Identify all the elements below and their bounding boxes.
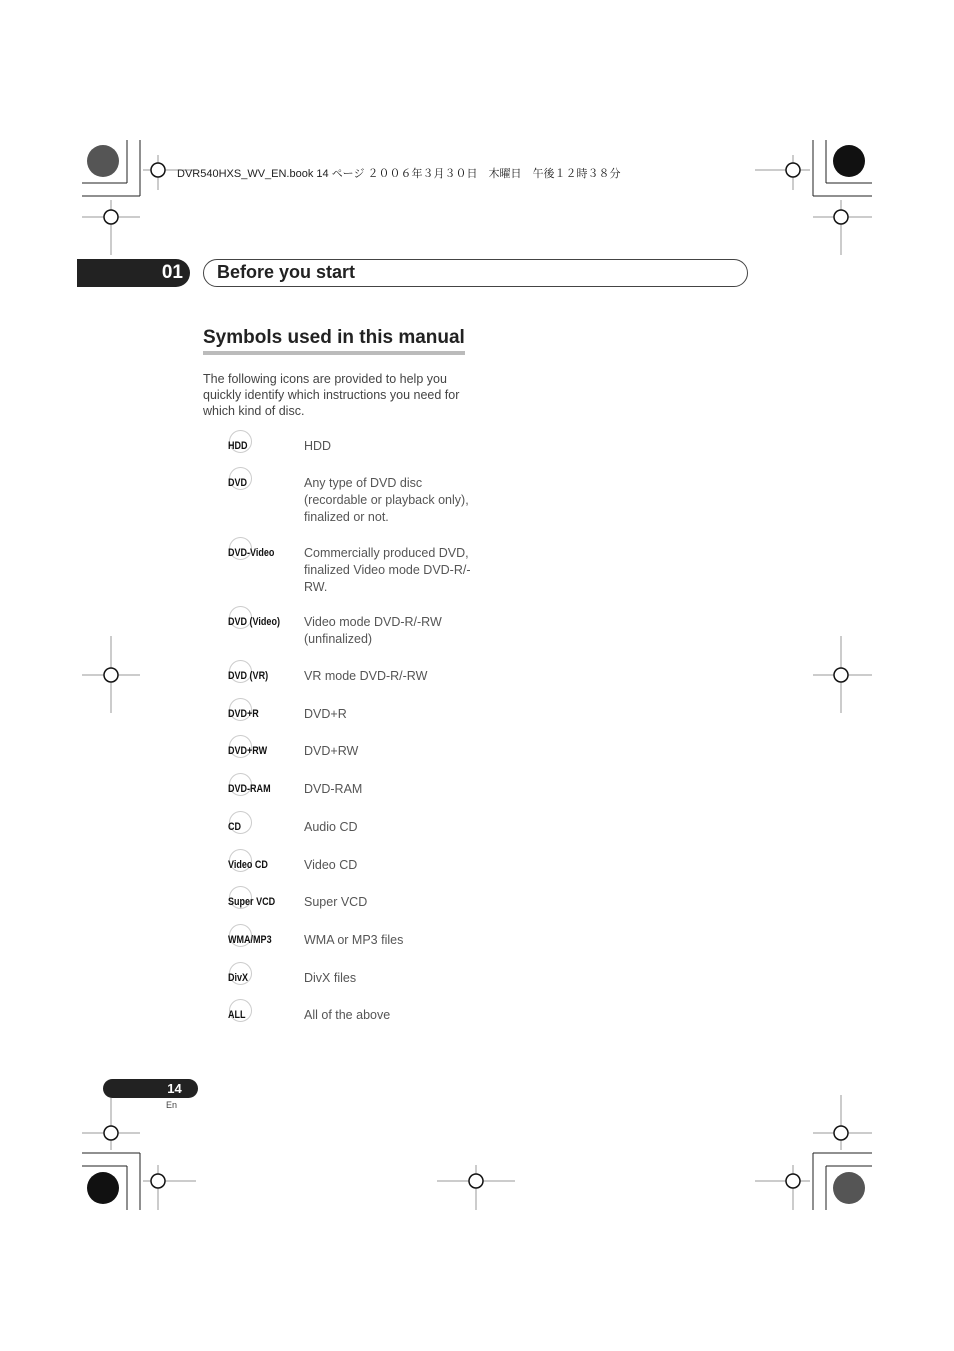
symbol-description: DivX files <box>304 971 357 985</box>
disc-type-icon: DVD (Video) <box>228 616 280 628</box>
disc-type-icon: ALL <box>228 1009 246 1021</box>
symbol-description: WMA or MP3 files <box>304 933 404 947</box>
section-title: Symbols used in this manual <box>203 327 465 355</box>
page-number: 14 <box>103 1079 198 1098</box>
symbol-description: Audio CD <box>304 820 358 834</box>
symbol-description: Video mode DVD-R/-RW (unfinalized) <box>304 615 442 646</box>
chapter-number: 01 <box>77 259 190 287</box>
disc-type-icon: DivX <box>228 972 249 984</box>
symbol-description: DVD-RAM <box>304 782 363 796</box>
disc-type-icon: DVD+R <box>228 708 259 720</box>
disc-type-icon: HDD <box>228 440 248 452</box>
disc-type-icon: WMA/MP3 <box>228 934 272 946</box>
disc-type-icon: DVD-RAM <box>228 783 271 795</box>
symbol-description: Video CD <box>304 858 358 872</box>
symbol-description: Any type of DVD disc (recordable or playback only), finalized or not. <box>304 476 469 524</box>
disc-type-icon: DVD <box>228 477 248 489</box>
disc-type-icon: DVD (VR) <box>228 670 269 682</box>
intro-paragraph: The following icons are provided to help you quickly identify which instructions you need for which kind of disc. <box>203 372 460 418</box>
chapter-title: Before you start <box>203 259 748 287</box>
symbol-description: DVD+RW <box>304 744 359 758</box>
symbol-description: Commercially produced DVD, finalized Video mode DVD-R/-RW. <box>304 546 471 594</box>
disc-type-icon: DVD+RW <box>228 745 268 757</box>
page-language: En <box>166 1100 178 1110</box>
symbol-description: Super VCD <box>304 895 368 909</box>
disc-type-icon: CD <box>228 821 242 833</box>
print-slug: DVR540HXS_WV_EN.book 14 ページ ２００６年３月３０日 木曜日 午後１２時３８分 <box>177 168 621 180</box>
symbol-description: VR mode DVD-R/-RW <box>304 669 428 683</box>
disc-type-icon: Super VCD <box>228 896 276 908</box>
symbol-description: DVD+R <box>304 707 347 721</box>
disc-type-icon: DVD-Video <box>228 547 275 559</box>
symbol-description: All of the above <box>304 1008 391 1022</box>
disc-type-icon: Video CD <box>228 859 268 871</box>
symbol-description: HDD <box>304 439 332 453</box>
